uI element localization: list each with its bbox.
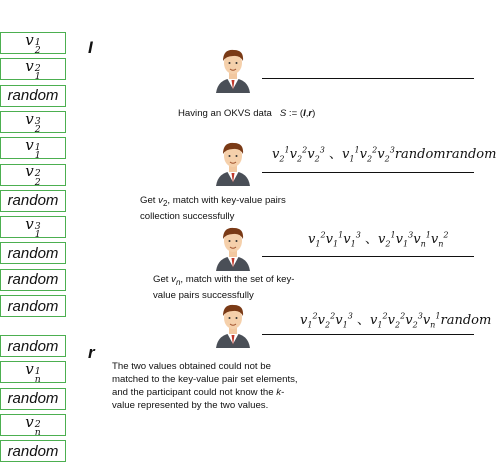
okvs-bottom-cell-3: v 2 n — [0, 414, 66, 436]
okvs-top-cell-2: random — [0, 85, 66, 107]
participant-avatar-3 — [212, 223, 254, 271]
okvs-top-cell-9: random — [0, 269, 66, 291]
caption-step-4: The two values obtained could not be matched to the key-value pair set elements, and the participant could not know the k- value represented by the two values. — [112, 361, 298, 411]
label-I: I — [88, 38, 93, 57]
arrow-line-3 — [262, 256, 474, 257]
okvs-top-cell-10: random — [0, 295, 66, 317]
participant-avatar-2 — [212, 138, 254, 186]
caption-step-2: Get $v_2$, match with key-value pairs collection successfully — [140, 195, 286, 222]
okvs-bottom-cell-4: random — [0, 440, 66, 462]
arrow-line-4 — [262, 334, 474, 335]
okvs-top-cell-6: random — [0, 190, 66, 212]
okvs-top-cell-4: v 1 1 — [0, 137, 66, 159]
okvs-top-cell-3: v 3 2 — [0, 111, 66, 133]
okvs-top-cell-8: random — [0, 242, 66, 264]
okvs-bottom-cell-0: random — [0, 335, 66, 357]
participant-avatar-1 — [212, 45, 254, 93]
okvs-top-cell-7: v 3 1 — [0, 216, 66, 238]
label-r: r — [88, 343, 95, 362]
arrow-line-2 — [262, 172, 474, 173]
formula-step-4: $v_1^2v_2^2v_1^3$ 、$v_1^2v_2^2v_2^3v_n^1random$ — [300, 311, 492, 330]
formula-step-3: $v_1^2v_1^1v_1^3$ 、$v_2^1v_1^3v_n^1v_n^2$ — [308, 230, 449, 249]
okvs-bottom-cell-2: random — [0, 388, 66, 410]
okvs-top-cell-1: v 2 1 — [0, 58, 66, 80]
caption-step-3: Get $v_n$, match with the set of key- value pairs successfully — [153, 274, 295, 301]
arrow-line-1 — [262, 78, 474, 79]
okvs-bottom-cell-1: v 1 n — [0, 361, 66, 383]
caption-step-1: Having an OKVS data S := (I,r) — [178, 108, 316, 119]
okvs-top-cell-5: v 2 2 — [0, 164, 66, 186]
formula-step-2: $v_2^1v_2^2v_2^3$ 、$v_1^1v_2^2v_2^3randomrandom$ — [272, 145, 496, 164]
participant-avatar-4 — [212, 300, 254, 348]
okvs-top-cell-0: v 1 2 — [0, 32, 66, 54]
